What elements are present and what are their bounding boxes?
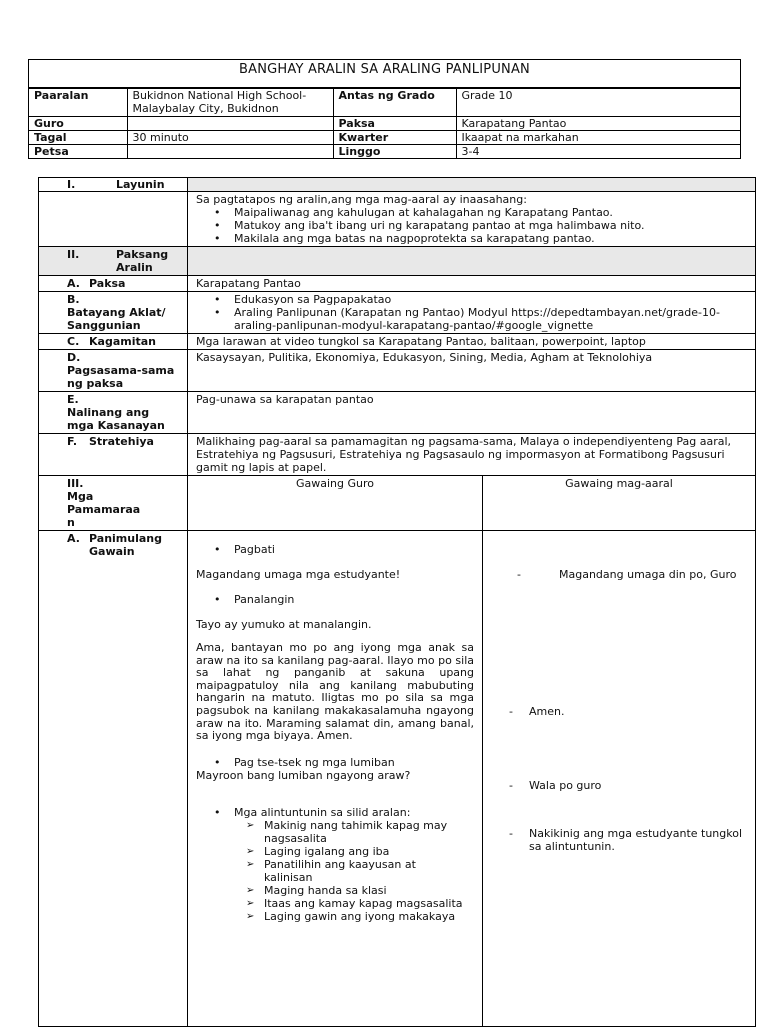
value-antas: Grade 10	[456, 89, 740, 117]
panimulang-label: A. Panimulang Gawain	[39, 531, 188, 1027]
row-e-value: Pag-unawa sa karapatan pantao	[188, 392, 756, 434]
rule-item: ➢ Laging gawin ang iyong makakaya	[264, 910, 464, 923]
row-d-value: Kasaysayan, Pulitika, Ekonomiya, Edukasyon, Sining, Media, Agham at Teknolohiya	[188, 350, 756, 392]
info-table	[29, 88, 740, 158]
guro-activities	[188, 531, 483, 1027]
row-b-label: B.Batayang Aklat/ Sanggunian	[39, 292, 188, 334]
label-kwarter: Kwarter	[333, 131, 456, 145]
label-paksa: Paksa	[333, 117, 456, 131]
yumuko-text: Tayo ay yumuko at manalangin.	[196, 618, 372, 631]
row-a-label: A. Paksa	[39, 276, 188, 292]
paksang-header: II. Paksang Aralin	[39, 247, 188, 276]
row-f-value: Malikhaing pag-aaral sa pamamagitan ng pagsama-sama, Malaya o independiyenteng Pag aaral, Estratehiya ng Pagsusuri, Estratehiya ng Pagsasaulo ng impormasyon at Formatibong Pagsusuri gamit ng lapis at papel.	[188, 434, 756, 476]
pamamaraan-label: III.Mga Pamamaraa n	[39, 476, 188, 531]
col-gawaing-guro: Gawaing Guro	[188, 476, 483, 531]
list-item: • Edukasyon sa Pagpapakatao	[234, 293, 751, 306]
layunin-header: I. Layunin	[39, 178, 188, 192]
list-item: • Maipaliwanag ang kahulugan at kahalagahan ng Karapatang Pantao.	[234, 206, 751, 219]
col-gawaing-mag-aaral: Gawaing mag-aaral	[483, 476, 756, 531]
rule-item: ➢ Panatilihin ang kaayusan at kalinisan	[264, 858, 464, 884]
student-response: - Nakikinig ang mga estudyante tungkol sa alintuntunin.	[483, 827, 745, 853]
list-item: • Panalangin	[234, 593, 474, 606]
value-kwarter: Ikaapat na markahan	[456, 131, 740, 145]
label-paaralan: Paaralan	[29, 89, 127, 117]
prayer-text: Ama, bantayan mo po ang iyong mga anak sa araw na ito sa kanilang pag-aaral. Ilayo mo po sila sa lahat ng panganib at sakuna upang maipagpatuloy nila ang kanilang mabubuting hangarin na matuto. Iligtas mo po sila sa mga pagsubok na kanilang makakasalamuha ngayong araw na ito. Maraming salamat din, amang banal, sa iyong mga biyaya. Amen.	[196, 641, 474, 743]
list-item: • Pag tse-tsek ng mga lumiban	[234, 756, 474, 769]
row-c-value: Mga larawan at video tungkol sa Karapatang Pantao, balitaan, powerpoint, laptop	[188, 334, 756, 350]
layunin-intro: Sa pagtatapos ng aralin,ang mga mag-aaral ay inaasahang:	[196, 193, 527, 206]
rule-item: ➢ Maging handa sa klasi	[264, 884, 464, 897]
row-f-label: F. Stratehiya	[39, 434, 188, 476]
label-antas: Antas ng Grado	[333, 89, 456, 117]
layunin-content	[188, 192, 756, 247]
value-guro	[127, 117, 333, 131]
list-item: • Araling Panlipunan (Karapatan ng Pantao) Modyul https://depedtambayan.net/grade-10-araling-panlipunan-modyul-karapatang-pantao/#google_vignette	[234, 306, 751, 332]
layunin-blank	[39, 192, 188, 247]
list-item: • Pagbati	[234, 543, 474, 556]
paksang-header-blank	[188, 247, 756, 276]
rule-item: ➢ Itaas ang kamay kapag magsasalita	[264, 897, 464, 910]
document-title: BANGHAY ARALIN SA ARALING PANLIPUNAN	[29, 60, 740, 88]
list-item: • Matukoy ang iba't ibang uri ng karapatang pantao at mga halimbawa nito.	[234, 219, 751, 232]
label-tagal: Tagal	[29, 131, 127, 145]
layunin-list	[196, 206, 751, 245]
value-paaralan: Bukidnon National High School- Malaybalay City, Bukidnon	[127, 89, 333, 117]
value-paksa: Karapatang Pantao	[456, 117, 740, 131]
row-d-label: D.Pagsasama-sama ng paksa	[39, 350, 188, 392]
label-guro: Guro	[29, 117, 127, 131]
value-tagal: 30 minuto	[127, 131, 333, 145]
list-item: • Makilala ang mga batas na nagpoprotekta sa karapatang pantao.	[234, 232, 751, 245]
rule-item: ➢ Laging igalang ang iba	[264, 845, 464, 858]
tsek-list	[196, 756, 474, 769]
student-response: - Amen.	[483, 705, 564, 718]
row-c-label: C. Kagamitan	[39, 334, 188, 350]
student-response: - Wala po guro	[483, 779, 601, 792]
panalangin-list	[196, 593, 474, 606]
row-e-label: E.Nalinang ang mga Kasanayan	[39, 392, 188, 434]
value-petsa	[127, 145, 333, 159]
pagbati-list	[196, 543, 474, 556]
student-response: - Magandang umaga din po, Guro	[491, 568, 736, 581]
row-b-value	[188, 292, 756, 334]
list-item: • Mga alintuntunin sa silid aralan:	[234, 806, 474, 819]
lesson-table	[38, 177, 756, 1027]
label-petsa: Petsa	[29, 145, 127, 159]
row-a-value: Karapatang Pantao	[188, 276, 756, 292]
greeting-text: Magandang umaga mga estudyante!	[196, 568, 401, 581]
value-linggo: 3-4	[456, 145, 740, 159]
alintuntunin-list	[196, 806, 474, 819]
rules-list	[196, 819, 474, 923]
sanggunian-list	[196, 293, 751, 332]
rule-item: ➢ Makinig nang tahimik kapag may nagsasalita	[264, 819, 464, 845]
header-table	[28, 59, 741, 159]
layunin-header-blank	[188, 178, 756, 192]
lumiban-question: Mayroon bang lumiban ngayong araw?	[196, 768, 411, 782]
label-linggo: Linggo	[333, 145, 456, 159]
mag-aaral-activities	[483, 531, 756, 1027]
